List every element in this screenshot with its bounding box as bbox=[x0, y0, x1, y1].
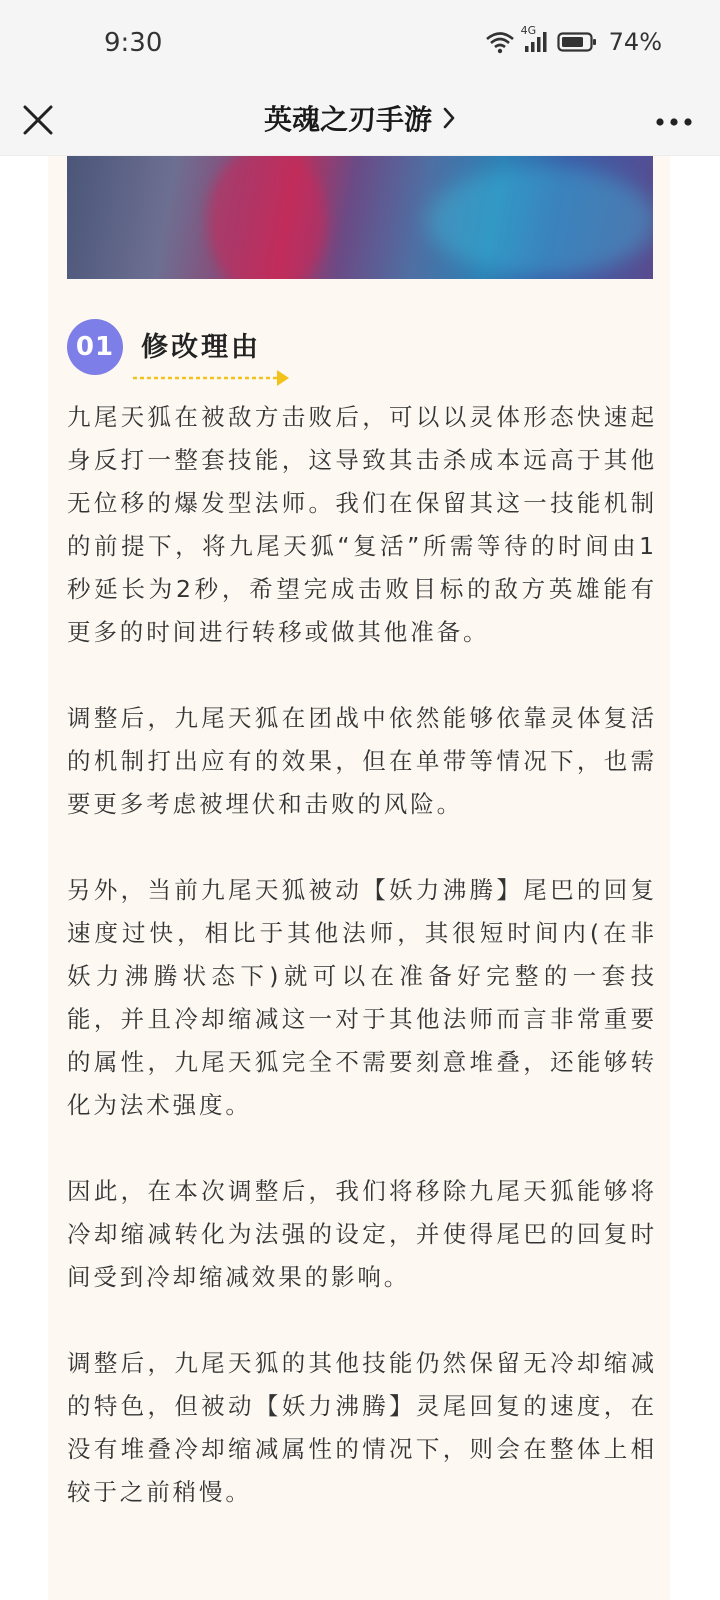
status-time: 9:30 bbox=[104, 28, 163, 58]
battery-percentage: 74% bbox=[608, 28, 662, 56]
account-title-link[interactable] bbox=[264, 98, 456, 138]
article-paragraphs bbox=[67, 396, 657, 1557]
section-number-badge: 01 bbox=[67, 319, 123, 375]
nav-title-container bbox=[0, 98, 720, 138]
more-button[interactable] bbox=[654, 102, 694, 142]
page-title: 英魂之刃手游 bbox=[263, 103, 432, 136]
section-header bbox=[67, 319, 467, 389]
cellular-signal-icon bbox=[520, 24, 549, 54]
status-icons bbox=[485, 24, 662, 56]
paragraph: 调整后，九尾天狐的其他技能仍然保留无冷却缩减的特色，但被动【妖力沸腾】灵尾回复的速度，在没有堆叠冷却缩减属性的情况下，则会在整体上相较于之前稍慢。 bbox=[67, 1349, 657, 1506]
paragraph: 九尾天狐在被敌方击败后，可以以灵体形态快速起身反打一整套技能，这导致其击杀成本远高于其他无位移的爆发型法师。我们在保留其这一技能机制的前提下，将九尾天狐“复活”所需等待的时间由1秒延长为2秒，希望完成击败目标的敌方英雄能有更多的时间进行转移或做其他准备。 bbox=[67, 403, 657, 646]
article-content bbox=[48, 156, 670, 1600]
more-horizontal-icon bbox=[654, 102, 694, 142]
status-bar bbox=[0, 0, 720, 88]
dashed-arrow-icon bbox=[133, 367, 293, 389]
nav-bar bbox=[0, 88, 720, 156]
section-title: 修改理由 bbox=[141, 332, 261, 363]
paragraph: 调整后，九尾天狐在团战中依然能够依靠灵体复活的机制打出应有的效果，但在单带等情况下，也需要更多考虑被埋伏和击败的风险。 bbox=[67, 704, 657, 818]
chevron-right-icon bbox=[442, 106, 456, 130]
paragraph: 另外，当前九尾天狐被动【妖力沸腾】尾巴的回复速度过快，相比于其他法师，其很短时间内(在非妖力沸腾状态下)就可以在准备好完整的一套技能，并且冷却缩减这一对于其他法师而言非常重要的属性，九尾天狐完全不需要刻意堆叠，还能够转化为法术强度。 bbox=[67, 876, 657, 1119]
battery-icon bbox=[557, 30, 597, 54]
paragraph: 因此，在本次调整后，我们将移除九尾天狐能够将冷却缩减转化为法强的设定，并使得尾巴的回复时间受到冷却缩减效果的影响。 bbox=[67, 1177, 657, 1291]
hero-image bbox=[67, 156, 653, 279]
network-type-label: 4G bbox=[520, 24, 537, 37]
wifi-icon bbox=[485, 30, 515, 54]
